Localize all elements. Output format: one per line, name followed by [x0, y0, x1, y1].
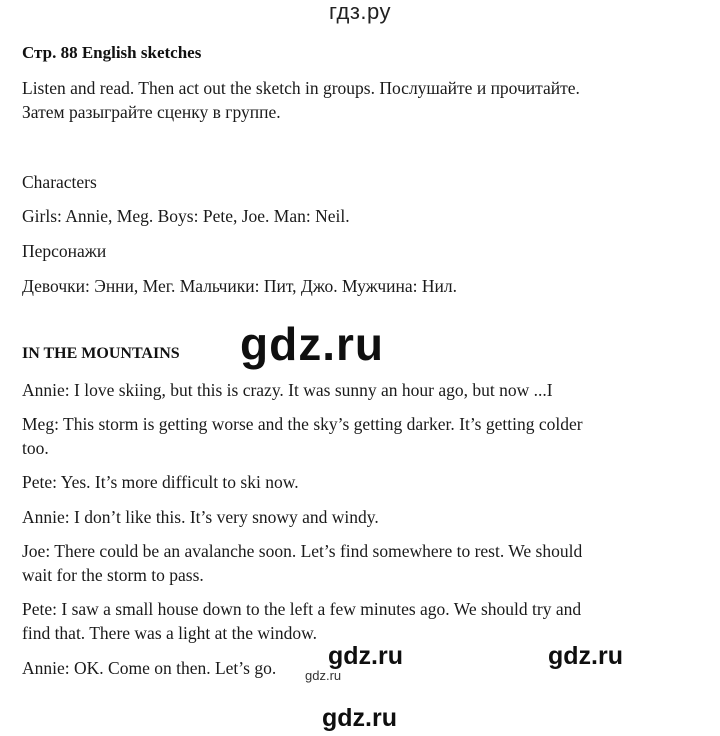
section-title: IN THE MOUNTAINS — [22, 345, 180, 362]
site-watermark-header: гдз.ру — [328, 0, 392, 24]
dialogue-line: Annie: I don’t like this. It’s very snowy and windy. — [22, 507, 379, 527]
dialogue-line-continued: find that. There was a light at the window. — [22, 623, 317, 643]
dialogue-line: Pete: Yes. It’s more difficult to ski now. — [22, 472, 299, 492]
dialogue-line-continued: too. — [22, 438, 49, 458]
watermark-bottom: gdz.ru — [322, 704, 397, 732]
dialogue-line: Joe: There could be an avalanche soon. Let’s find somewhere to rest. We should — [22, 541, 583, 561]
watermark-mid-left: gdz.ru — [328, 642, 403, 670]
characters-heading-ru: Персонажи — [22, 241, 107, 261]
characters-list-ru: Девочки: Энни, Мег. Мальчики: Пит, Джо. Мужчина: Нил. — [22, 276, 457, 296]
watermark-small: gdz.ru — [305, 668, 342, 683]
characters-heading-en: Characters — [22, 172, 97, 192]
dialogue-line: Annie: OK. Come on then. Let’s go. — [22, 658, 277, 678]
page-title: Стр. 88 English sketches — [22, 43, 202, 62]
intro-line-1: Listen and read. Then act out the sketch in groups. Послушайте и прочитайте. — [22, 78, 580, 98]
characters-list-en: Girls: Annie, Meg. Boys: Pete, Joe. Man: Neil. — [22, 206, 350, 226]
dialogue-line: Pete: I saw a small house down to the left a few minutes ago. We should try and — [22, 599, 582, 619]
dialogue-line: Annie: I love skiing, but this is crazy. It was sunny an hour ago, but now ...I — [22, 380, 553, 400]
dialogue-line-continued: wait for the storm to pass. — [22, 565, 204, 585]
dialogue-line: Meg: This storm is getting worse and the sky’s getting darker. It’s getting colder — [22, 414, 583, 434]
watermark-mid-right: gdz.ru — [548, 642, 623, 670]
intro-line-2: Затем разыграйте сценку в группе. — [22, 102, 281, 122]
watermark-large: gdz.ru — [240, 318, 384, 370]
